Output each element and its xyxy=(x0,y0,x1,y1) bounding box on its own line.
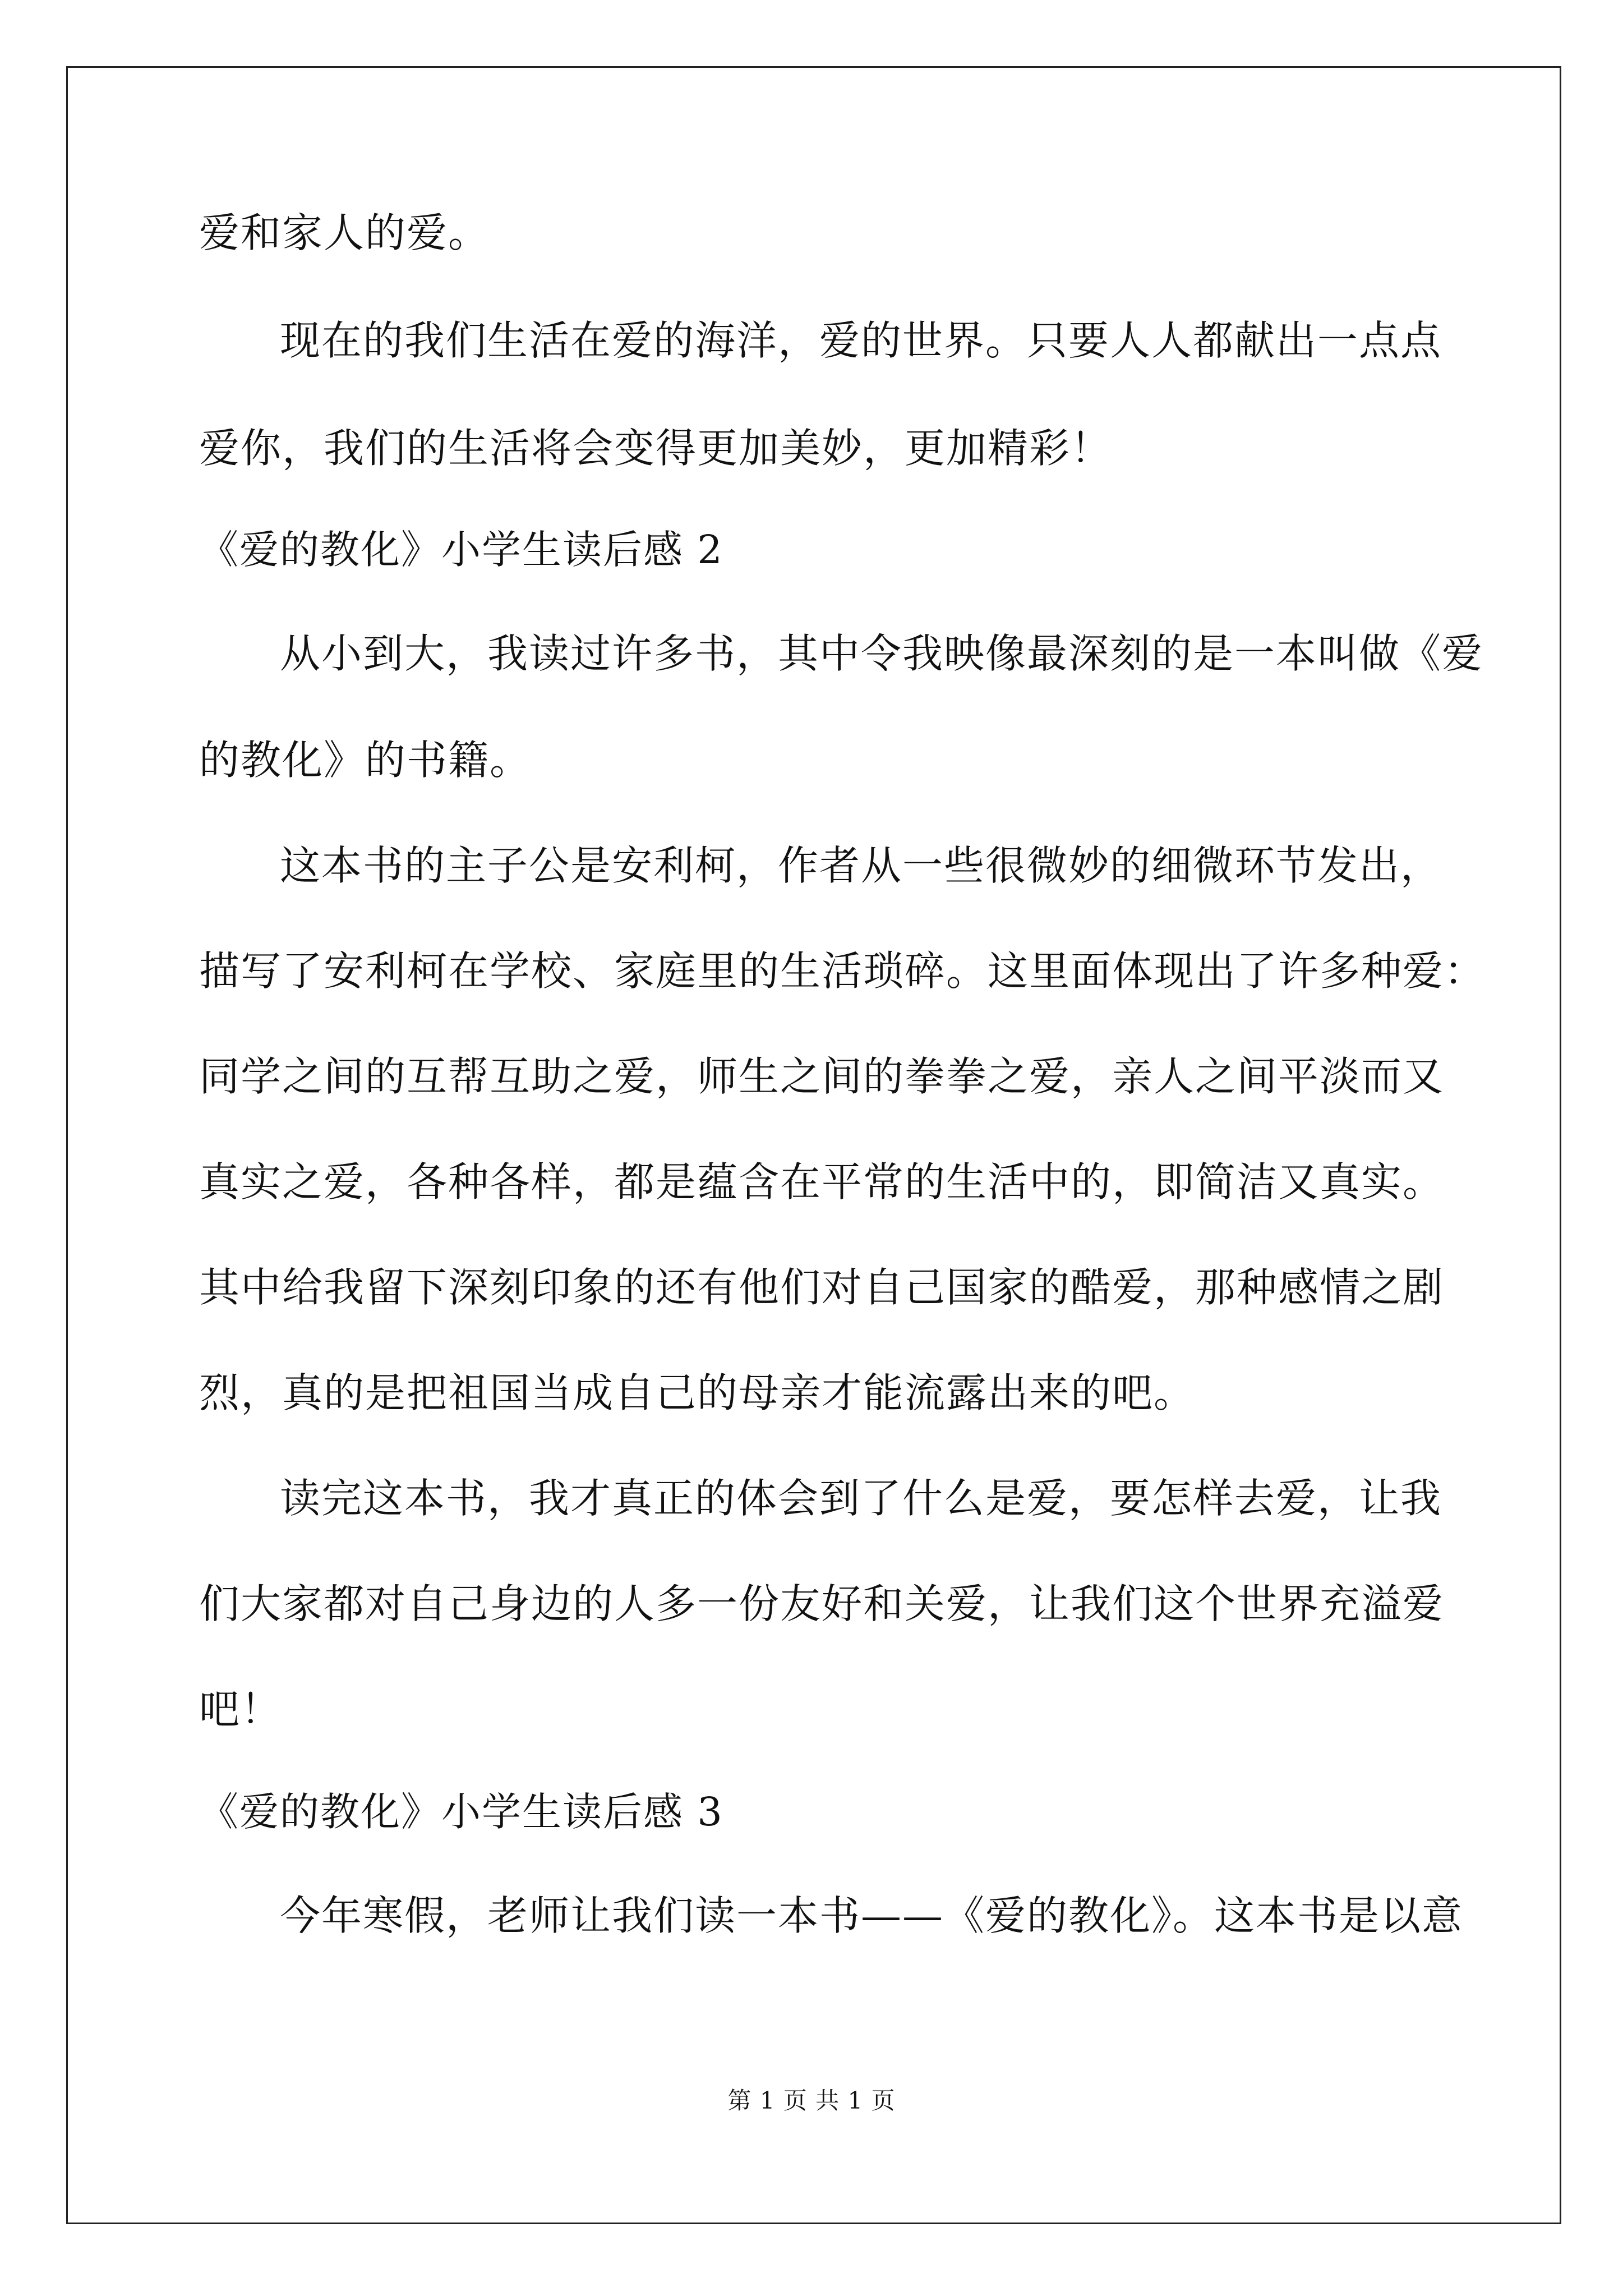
text-line: 爱你，我们的生活将会变得更加美妙，更加精彩！ xyxy=(199,425,1113,472)
paragraph-first-line: 现在的我们生活在爱的海洋，爱的世界。只要人人都献出一点点 xyxy=(280,317,1442,364)
paragraph-first-line: 从小到大，我读过许多书，其中令我映像最深刻的是一本叫做《爱 xyxy=(280,630,1484,677)
paragraph-first-line: 读完这本书，我才真正的体会到了什么是爱，要怎样去爱，让我 xyxy=(280,1475,1442,1522)
text-line: 的教化》的书籍。 xyxy=(199,737,532,784)
text-line: 爱和家人的爱。 xyxy=(199,209,490,256)
paragraph-first-line: 今年寒假，老师让我们读一本书——《爱的教化》。这本书是以意 xyxy=(280,1892,1464,1939)
text-line: 其中给我留下深刻印象的还有他们对自己国家的酷爱，那种感情之剧 xyxy=(199,1264,1445,1311)
text-line: 真实之爱，各种各样，都是蕴含在平常的生活中的，即简洁又真实。 xyxy=(199,1158,1445,1205)
paragraph-first-line: 这本书的主子公是安利柯，作者从一些很微妙的细微环节发出， xyxy=(280,842,1442,889)
page-footer: 第 1 页 共 1 页 xyxy=(727,2087,896,2114)
section-heading: 《爱的教化》小学生读后感 2 xyxy=(199,527,723,573)
text-line: 同学之间的互帮互助之爱，师生之间的拳拳之爱，亲人之间平淡而又 xyxy=(199,1053,1445,1100)
text-line: 描写了安利柯在学校、家庭里的生活琐碎。这里面体现出了许多种爱： xyxy=(199,947,1486,995)
section-heading: 《爱的教化》小学生读后感 3 xyxy=(199,1789,723,1835)
text-line: 们大家都对自己身边的人多一份友好和关爱，让我们这个世界充溢爱 xyxy=(199,1580,1445,1627)
text-line: 烈，真的是把祖国当成自己的母亲才能流露出来的吧。 xyxy=(199,1369,1196,1416)
text-line: 吧！ xyxy=(199,1686,283,1733)
